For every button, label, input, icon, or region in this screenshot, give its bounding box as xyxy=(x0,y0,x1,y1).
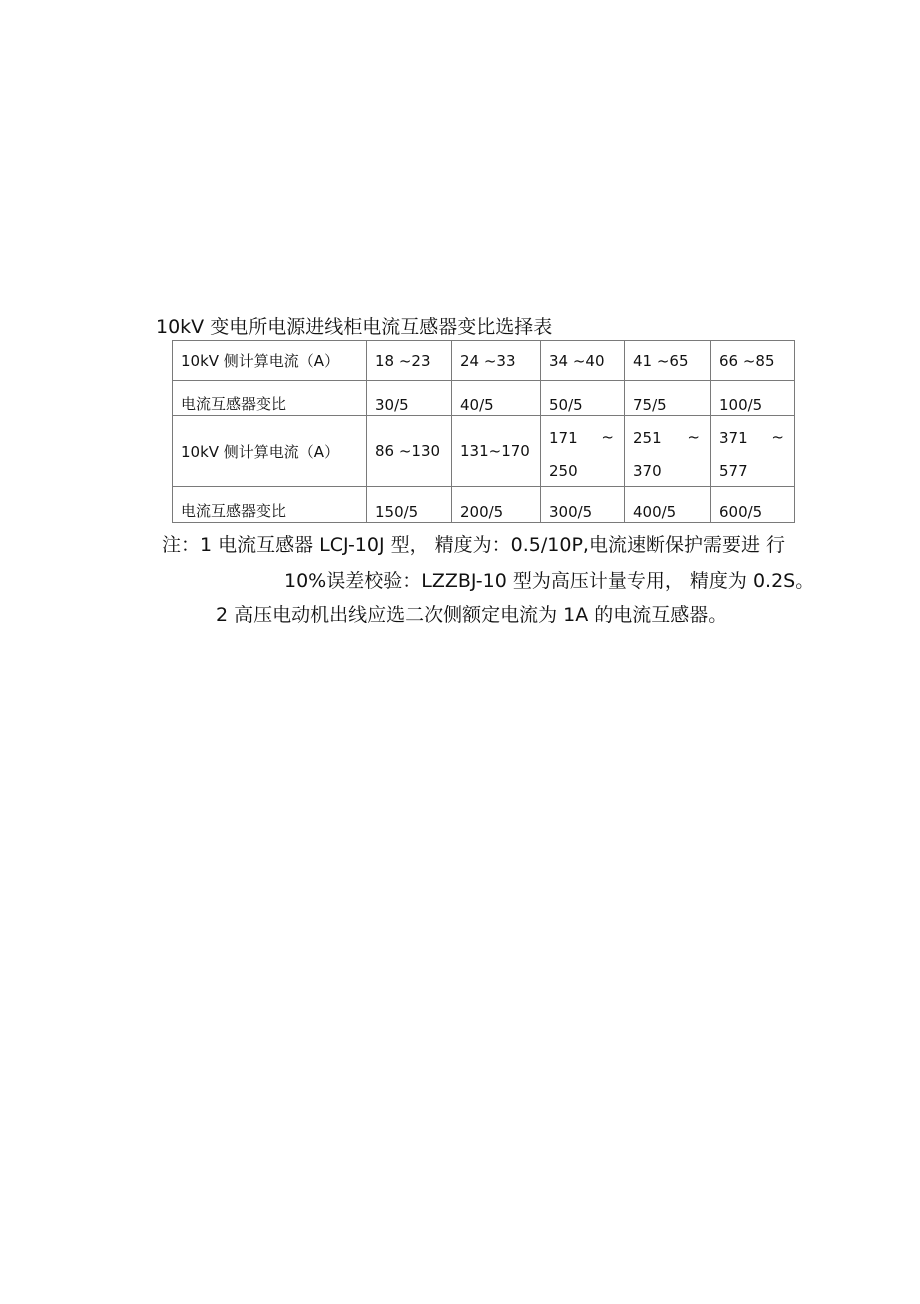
table-cell: 86 ~130 xyxy=(367,416,452,487)
table-cell: 300/5 xyxy=(541,487,625,523)
table-row xyxy=(173,487,795,523)
table-cell: 400/5 xyxy=(625,487,711,523)
table-row xyxy=(173,341,795,381)
table-cell: 18 ~23 xyxy=(367,341,452,381)
range-to: 250 xyxy=(549,462,578,480)
row-label: 10kV 侧计算电流（A） xyxy=(173,416,367,487)
note-line-3: 2 高压电动机出线应选二次侧额定电流为 1A 的电流互感器。 xyxy=(216,604,728,626)
table-cell: 66 ~85 xyxy=(711,341,795,381)
table-cell xyxy=(625,416,711,487)
range-cell xyxy=(633,416,710,486)
table-title: 10kV 变电所电源进线柜电流互感器变比选择表 xyxy=(156,316,553,338)
range-cell xyxy=(719,416,794,486)
table-cell: 100/5 xyxy=(711,381,795,416)
table-cell: 131~170 xyxy=(452,416,541,487)
range-to: 370 xyxy=(633,462,662,480)
range-from: 251 xyxy=(633,429,662,447)
table-cell xyxy=(711,416,795,487)
range-cell xyxy=(549,416,624,486)
range-from: 171 xyxy=(549,429,578,447)
table-cell: 200/5 xyxy=(452,487,541,523)
range-tilde: ~ xyxy=(771,428,784,446)
range-from: 371 xyxy=(719,429,748,447)
table-row xyxy=(173,381,795,416)
table-cell: 40/5 xyxy=(452,381,541,416)
row-label: 电流互感器变比 xyxy=(173,487,367,523)
table-cell xyxy=(541,416,625,487)
row-label: 电流互感器变比 xyxy=(173,381,367,416)
range-tilde: ~ xyxy=(687,428,700,446)
range-to: 577 xyxy=(719,462,748,480)
ct-ratio-table xyxy=(172,340,795,523)
table-cell: 150/5 xyxy=(367,487,452,523)
note-line-1: 注：1 电流互感器 LCJ-10J 型， 精度为：0.5/10P,电流速断保护需要进 行 xyxy=(162,534,785,556)
table-row xyxy=(173,416,795,487)
table-cell: 30/5 xyxy=(367,381,452,416)
range-tilde: ~ xyxy=(601,428,614,446)
table-cell: 75/5 xyxy=(625,381,711,416)
row-label: 10kV 侧计算电流（A） xyxy=(173,341,367,381)
table-cell: 24 ~33 xyxy=(452,341,541,381)
table-cell: 50/5 xyxy=(541,381,625,416)
table-cell: 41 ~65 xyxy=(625,341,711,381)
table-cell: 600/5 xyxy=(711,487,795,523)
table-cell: 34 ~40 xyxy=(541,341,625,381)
note-line-2: 10%误差校验：LZZBJ-10 型为高压计量专用， 精度为 0.2S。 xyxy=(284,570,815,592)
